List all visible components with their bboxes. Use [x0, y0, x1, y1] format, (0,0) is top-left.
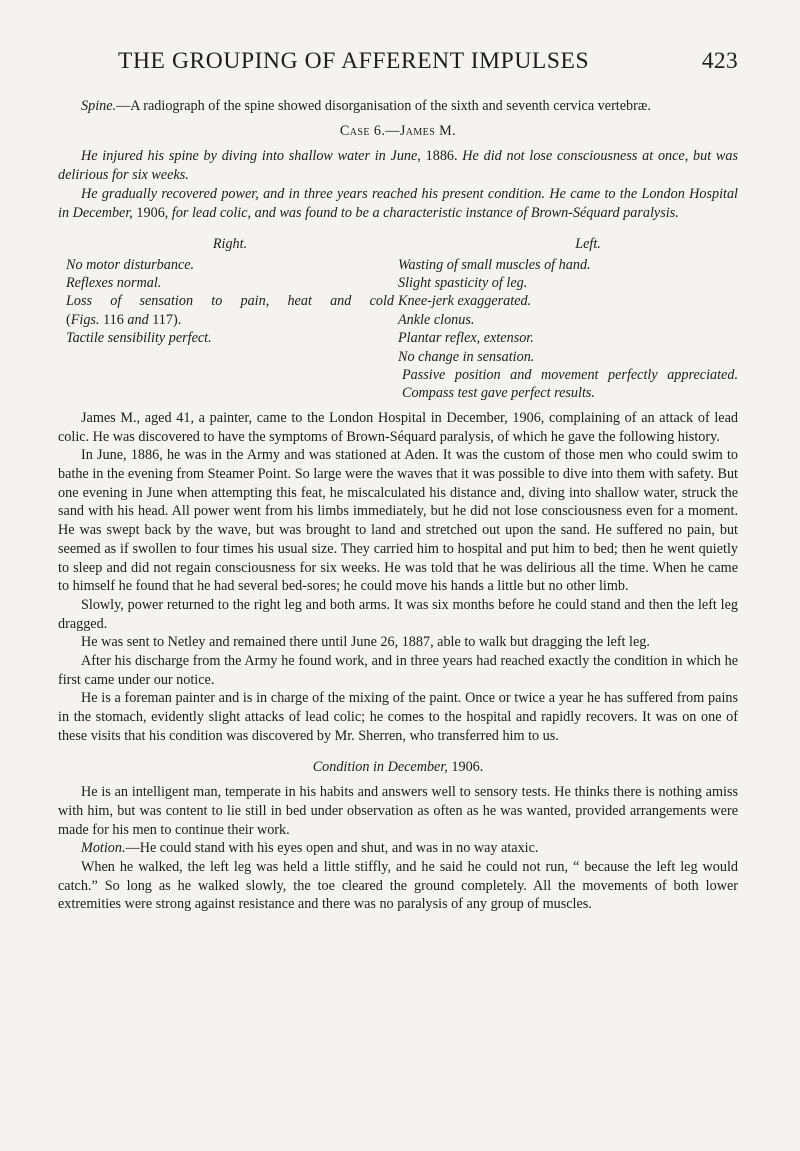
summary-1-year: 1886.	[425, 148, 458, 165]
motion-paragraph	[58, 839, 738, 858]
left-item: Slight spasticity of leg.	[398, 275, 528, 292]
right-item: No motor disturbance.	[66, 256, 195, 273]
figs-number-1: 116	[103, 311, 124, 328]
left-heading: Left.	[575, 236, 601, 253]
condition-heading-text: Condition in December,	[312, 758, 452, 775]
left-item: Ankle clonus.	[398, 311, 475, 328]
left-item: No change in sensation.	[398, 348, 535, 365]
figs-open: (	[66, 311, 71, 328]
condition-paragraph: He is an intelligent man, temperate in his habits and answers well to sensory tests. He thinks there is nothing amiss with him, but was content to lie still in bed under observation as often as he was wanted, provided arrangements were made for his men to continue their work.	[58, 784, 738, 838]
running-header	[118, 48, 738, 75]
running-title: THE GROUPING OF AFFERENT IMPULSES	[118, 48, 590, 74]
left-side-findings	[398, 235, 738, 403]
figs-label: Figs.	[70, 311, 104, 328]
summary-1-part1: He injured his spine by diving into shallow water in June,	[81, 148, 426, 165]
summary-paragraph-1	[58, 147, 738, 184]
body-paragraph: Slowly, power returned to the right leg and both arms. It was six months before he could stand and then the left leg dragged.	[58, 596, 738, 632]
right-figs-reference	[66, 311, 394, 329]
spine-label: Spine.	[81, 98, 117, 114]
body-paragraph: After his discharge from the Army he found work, and in three years had reached exactly the condition in which he first came under our notice.	[58, 653, 738, 688]
left-item: Plantar reflex, extensor.	[398, 330, 534, 347]
right-item: Loss of sensation to pain, heat and cold	[66, 293, 394, 310]
motion-label: Motion.	[81, 840, 126, 857]
summary-2-year: 1906,	[136, 204, 169, 221]
right-side-findings	[58, 235, 394, 403]
condition-heading-year: 1906.	[451, 758, 484, 775]
left-item: Passive position and movement perfectly appreciated. Compass test gave perfect results.	[402, 367, 738, 402]
summary-2-part1: He gradually recovered power, and in three years reached his present condition. He came to the London Hospital in December,	[58, 185, 738, 221]
figs-and: and	[123, 311, 153, 328]
left-item: Knee-jerk exaggerated.	[398, 293, 532, 310]
findings-columns	[58, 235, 738, 403]
spine-paragraph	[58, 97, 738, 116]
right-heading: Right.	[212, 236, 248, 253]
body-paragraph: James M., aged 41, a painter, came to the London Hospital in December, 1906, complaining of an attack of lead colic. He was discovered to have the symptoms of Brown-Séquard paralysis, of which he gave the following history.	[58, 409, 738, 445]
right-item: Reflexes normal.	[66, 275, 162, 292]
motion-text: —He could stand with his eyes open and shut, and was in no way ataxic.	[125, 840, 539, 857]
body-paragraph: In June, 1886, he was in the Army and was stationed at Aden. It was the custom of those men who could swim to bathe in the evening from Steamer Point. So large were the waves that it was possible to dive into them with safety. But one evening in June when attempting this feat, he miscalculated his distance and, diving into shallow water, struck the sand with his head. All power went from his limbs immediately, but he did not lose consciousness even for a moment. He was swept back by the wave, but was brought to land and stretched out upon the sand. He suffered no pain, but seemed as if swollen to four times his usual size. They carried him to hospital and put him to bed; then he went quietly to sleep and did not regain consciousness for six weeks. He was told that he was delirious all the time. When he came to himself he found that he had several bed-sores; he could move his hands a little but no other limb.	[58, 447, 738, 595]
right-item: Tactile sensibility perfect.	[66, 330, 212, 347]
spine-text: —A radiograph of the spine showed disorganisation of the sixth and seventh cervica vertebræ.	[116, 98, 651, 114]
body-paragraph: He was sent to Netley and remained there until June 26, 1887, able to walk but dragging the left leg.	[81, 634, 650, 651]
book-page	[58, 48, 738, 914]
summary-2-part2: for lead colic, and was found to be a characteristic instance of Brown-Séquard paralysis.	[168, 204, 679, 221]
figs-close: ).	[172, 311, 182, 328]
page-number: 423	[701, 48, 738, 74]
case-heading: Case 6.—James M.	[339, 122, 457, 139]
summary-1-part2: He did not lose consciousness at once, but was delirious for six weeks.	[58, 148, 738, 184]
summary-paragraph-2	[58, 185, 738, 222]
left-item: Wasting of small muscles of hand.	[398, 256, 591, 273]
condition-heading	[58, 758, 738, 777]
body-paragraph: He is a foreman painter and is in charge of the mixing of the paint. Once or twice a year he has suffered from pains in the stomach, evidently slight attacks of lead colic; he comes to the hospital and rapidly recovers. It was on one of these visits that his condition was discovered by Mr. Sherren, who transferred him to us.	[58, 690, 738, 744]
final-paragraph: When he walked, the left leg was held a little stiffly, and he said he could not run, “ because the left leg would catch.” So long as he walked slowly, the toe cleared the ground completely. All the movements of both lower extremities were strong against resistance and there was no paralysis of any group of muscles.	[58, 859, 738, 913]
figs-number-2: 117	[152, 311, 173, 328]
